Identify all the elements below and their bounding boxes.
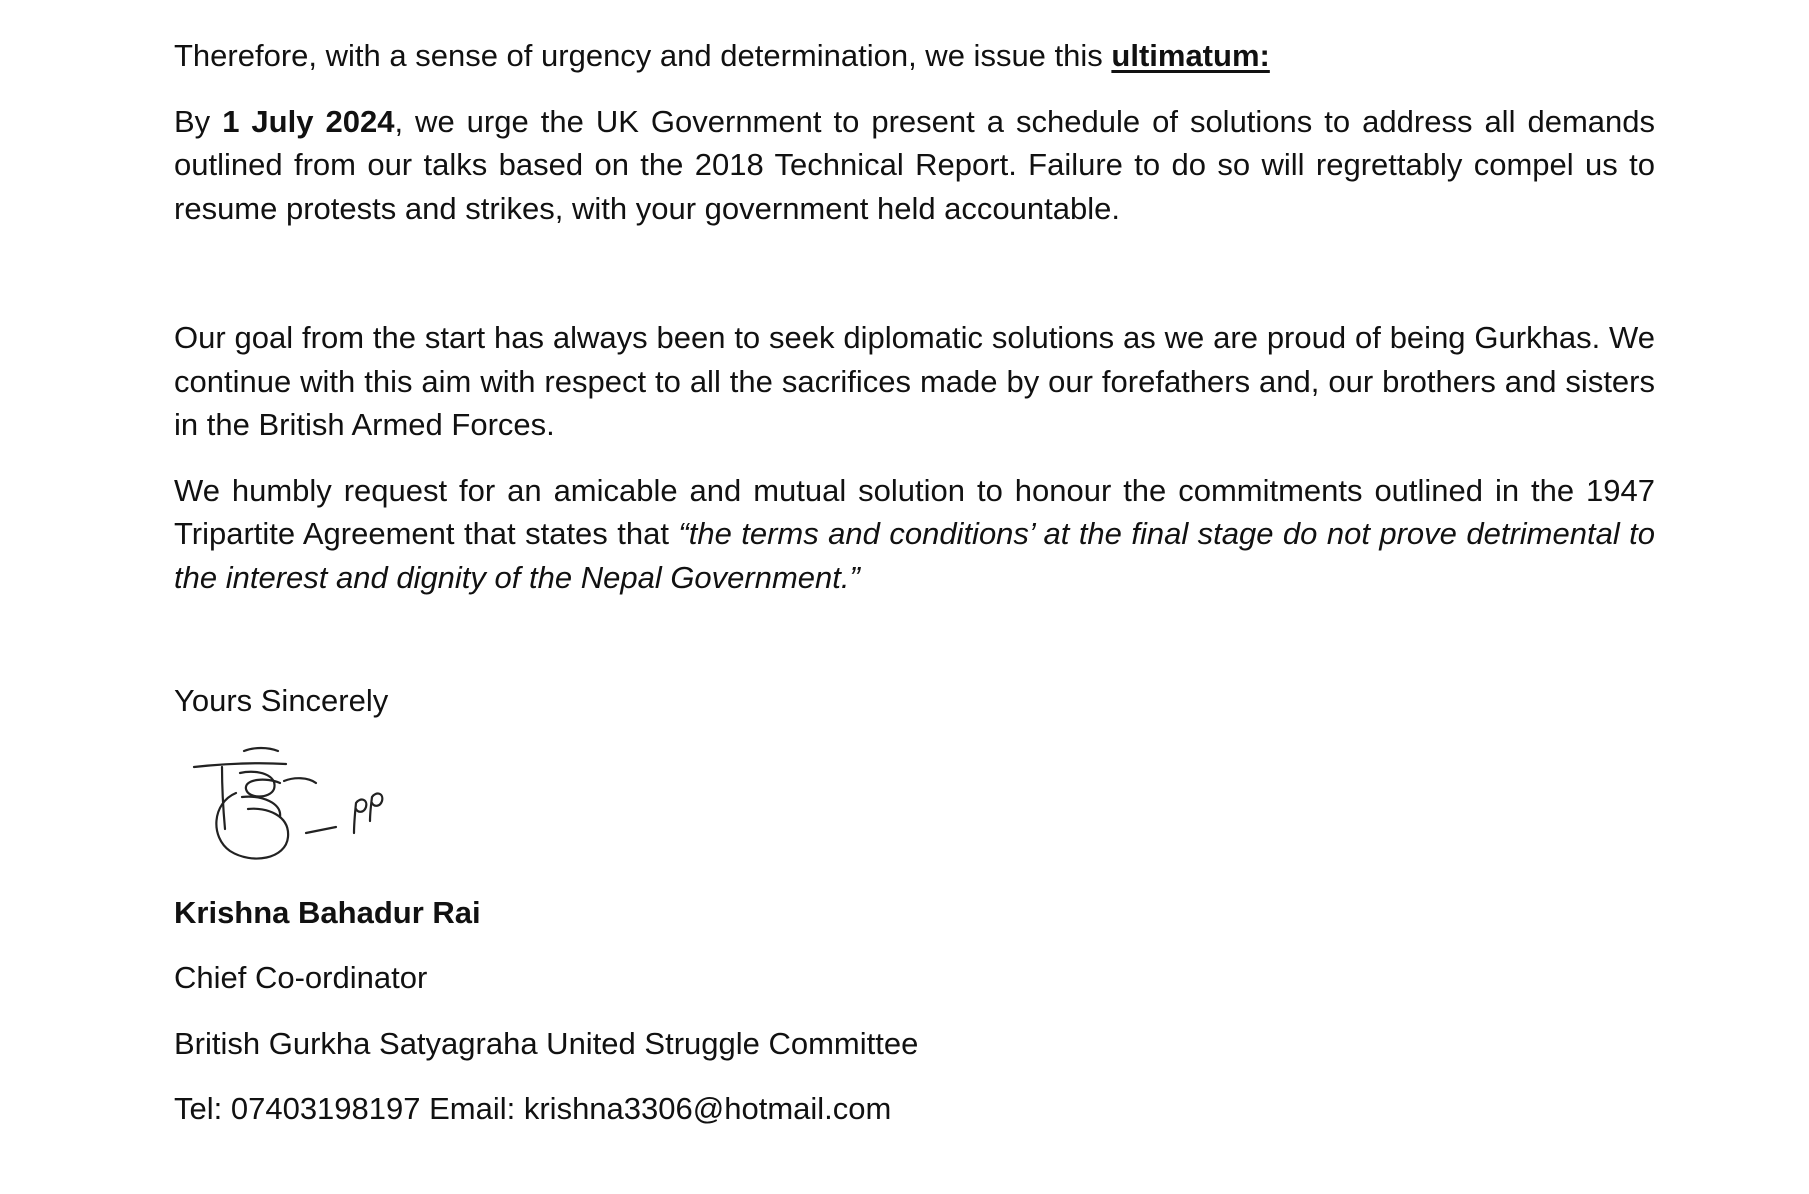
signatory-organization: British Gurkha Satyagraha United Struggle Committee bbox=[174, 1025, 919, 1061]
ultimatum-body: , we urge the UK Government to present a schedule of solutions to address all demands outlined from our talks based on the 2018 Technical Report. Failure to do so will regrettably compel us to resume protests and strikes, with your government held accountable. bbox=[174, 103, 1655, 226]
signatory-contact: Tel: 07403198197 Email: krishna3306@hotmail.com bbox=[174, 1091, 892, 1126]
request-paragraph bbox=[174, 469, 1655, 600]
signatory-name: Krishna Bahadur Rai bbox=[174, 894, 481, 930]
handwritten-signature bbox=[182, 737, 412, 877]
ultimatum-paragraph bbox=[174, 100, 1655, 231]
closing-salutation: Yours Sincerely bbox=[174, 683, 389, 718]
agreement-quote: “the terms and conditions’ at the final stage do not prove detrimental to the interest and dignity of the Nepal Government.” bbox=[174, 516, 1655, 595]
ultimatum-emphasis: ultimatum: bbox=[1111, 38, 1270, 73]
intro-text: Therefore, with a sense of urgency and determination, we issue this bbox=[174, 38, 1112, 73]
letter-page bbox=[174, 34, 1655, 1131]
goal-paragraph: Our goal from the start has always been to seek diplomatic solutions as we are proud of being Gurkhas. We continue with this aim with respect to all the sacrifices made by our forefathers and, our brothers and sisters in the British Armed Forces. bbox=[174, 320, 1655, 442]
ultimatum-lead: By bbox=[174, 103, 223, 139]
request-text: We humbly request for an amicable and mutual solution to honour the commitments outlined in the 1947 Tripartite Agreement that states that bbox=[174, 472, 1655, 551]
intro-paragraph bbox=[174, 34, 1655, 78]
deadline-date: 1 July 2024 bbox=[222, 103, 395, 139]
signatory-title: Chief Co-ordinator bbox=[174, 960, 428, 995]
